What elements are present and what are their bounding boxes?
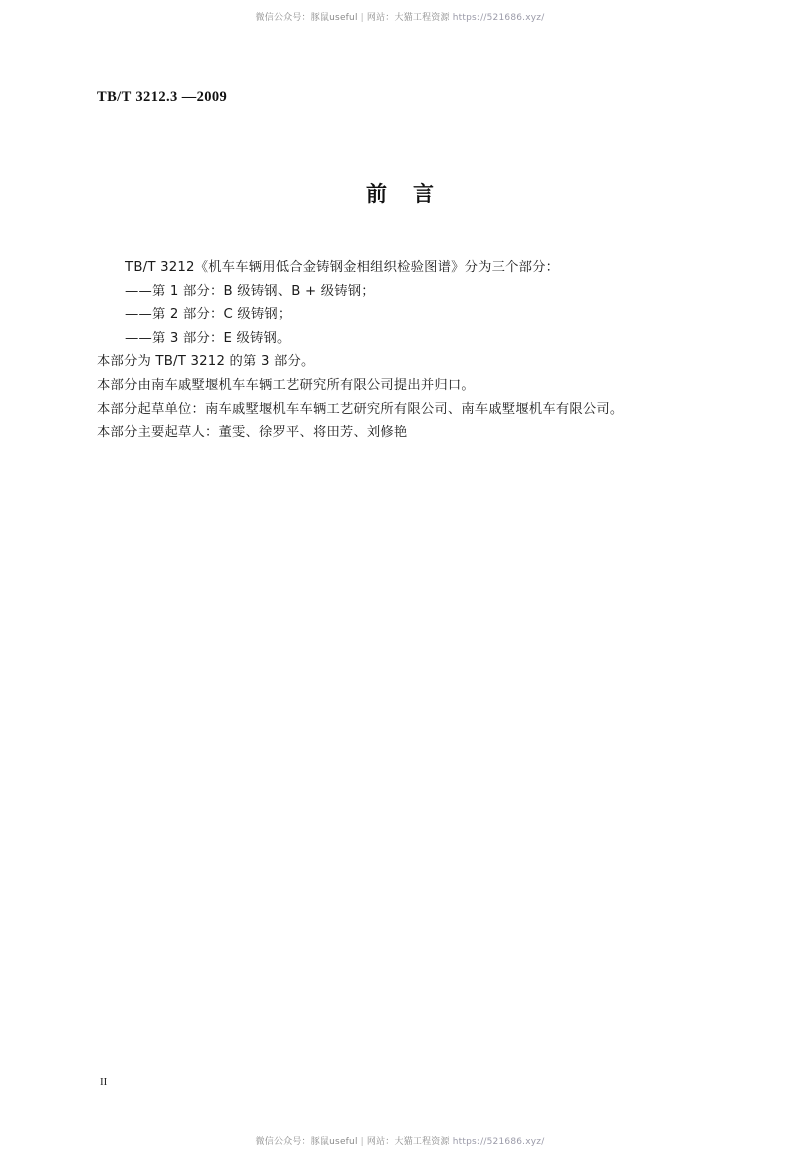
watermark-url: https://521686.xyz/ [452,13,545,23]
watermark-account-label: 微信公众号： [255,1137,311,1147]
watermark-top [0,10,800,23]
watermark-site-name: 大猫工程资源 [394,13,450,23]
watermark-separator-1: | [360,13,364,23]
paragraph: 本部分由南车戚墅堰机车车辆工艺研究所有限公司提出并归口。 [97,377,475,393]
watermark-account-name: 豚鼠useful [310,1137,358,1147]
watermark-site-label: 网站： [366,13,395,23]
standard-number: TB/T 3212.3 —2009 [97,89,228,105]
paragraph: 本部分主要起草人：董雯、徐罗平、将田芳、刘修艳 [97,425,408,441]
paragraph: 本部分为 TB/T 3212 的第 3 部分。 [97,354,315,370]
paragraph: ——第 3 部分：E 级铸钢。 [125,330,291,346]
watermark-site-name: 大猫工程资源 [394,1137,450,1147]
paragraph: TB/T 3212《机车车辆用低合金铸钢金相组织检验图谱》分为三个部分： [125,260,560,275]
watermark-account-name: 豚鼠useful [310,13,358,23]
watermark-account-label: 微信公众号： [255,13,311,23]
watermark-separator-2: | [360,1137,364,1147]
paragraph: ——第 2 部分：C 级铸钢； [125,307,292,323]
watermark-site-label: 网站： [366,1137,395,1147]
page-title: 前言 [366,182,460,206]
watermark-bottom [0,1134,800,1147]
foreword-body [97,256,707,445]
watermark-url: https://521686.xyz/ [452,1137,545,1147]
paragraph: 本部分起草单位：南车戚墅堰机车车辆工艺研究所有限公司、南车戚墅堰机车有限公司。 [97,401,624,417]
page-number: II [100,1076,108,1088]
paragraph: ——第 1 部分：B 级铸钢、B + 级铸钢； [125,283,375,299]
